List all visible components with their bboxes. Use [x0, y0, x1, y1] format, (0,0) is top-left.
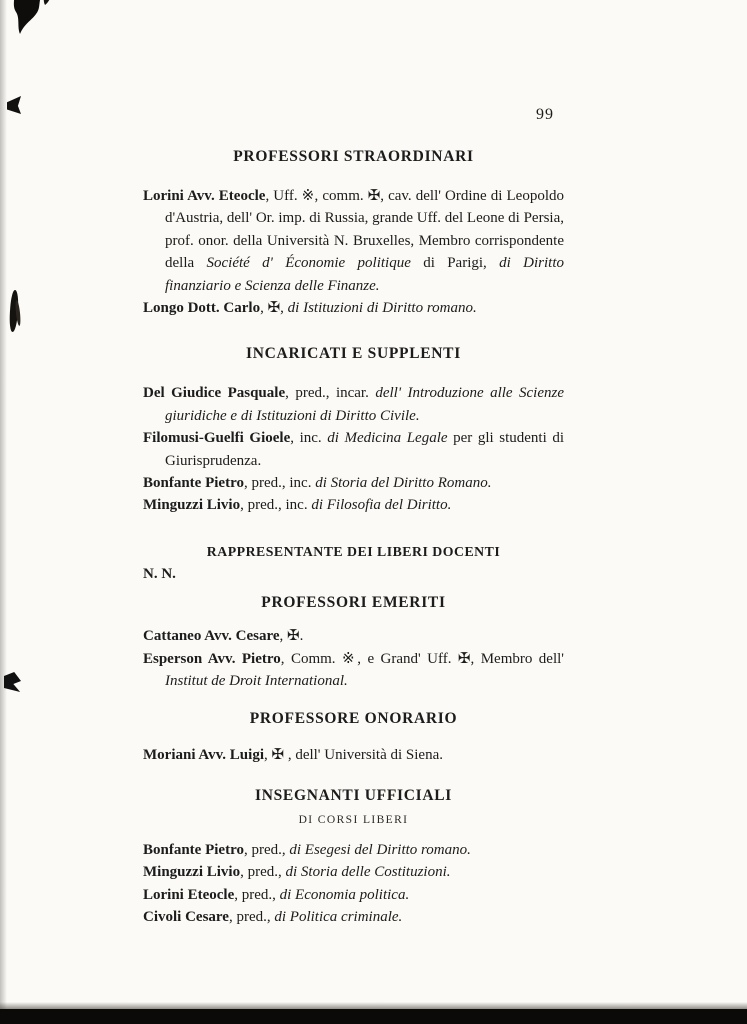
entry-del-giudice: Del Giudice Pasquale, pred., incar. dell' Introduzione alle Scienze giuridiche e di Istituzioni di Diritto Civile. — [143, 385, 565, 424]
section-heading-professore-onorario: PROFESSORE ONORARIO — [249, 709, 458, 727]
entry-minguzzi: Minguzzi Livio, pred., inc. di Filosofia del Diritto. — [143, 497, 452, 514]
scan-margin-mark — [4, 672, 21, 692]
scan-bottom-shadow — [0, 1002, 747, 1009]
entry-bonfante-corsi: Bonfante Pietro, pred., di Esegesi del Diritto romano. — [143, 841, 471, 858]
entry-filomusi-guelfi: Filomusi-Guelfi Gioele, inc. di Medicina Legale per gli studenti di Giurisprudenza. — [143, 430, 565, 469]
entry-longo: Longo Dott. Carlo, ✠, di Istituzioni di Diritto romano. — [143, 300, 477, 317]
entry-esperson: Esperson Avv. Pietro, Comm. ※, e Grand' Uff. ✠, Membro dell' Institut de Droit International. — [143, 650, 564, 690]
section-subheading-corsi-liberi: DI CORSI LIBERI — [298, 813, 409, 826]
page-content — [143, 0, 564, 929]
entry-bonfante: Bonfante Pietro, pred., inc. di Storia del Diritto Romano. — [143, 475, 492, 492]
entry-nn: N. N. — [143, 565, 176, 582]
entry-moriani: Moriani Avv. Luigi, ✠ , dell' Università di Siena. — [143, 746, 443, 763]
entry-cattaneo: Cattaneo Avv. Cesare, ✠. — [143, 628, 304, 645]
section-heading-incaricati-supplenti: INCARICATI E SUPPLENTI — [246, 345, 461, 363]
scan-margin-mark — [7, 96, 21, 114]
scan-bottom-strip — [0, 1009, 747, 1024]
scan-ink-blob — [8, 0, 60, 44]
section-heading-insegnanti-ufficiali: INSEGNANTI UFFICIALI — [254, 786, 453, 804]
page-number: 99 — [536, 106, 554, 123]
section-heading-rappresentante-liberi-docenti: RAPPRESENTANTE DEI LIBERI DOCENTI — [206, 543, 501, 559]
section-heading-professori-straordinari: PROFESSORI STRAORDINARI — [233, 148, 474, 165]
entry-civoli-corsi: Civoli Cesare, pred., di Politica criminale. — [143, 909, 403, 926]
entry-minguzzi-corsi: Minguzzi Livio, pred., di Storia delle Costituzioni. — [143, 864, 451, 881]
entry-lorini: Lorini Avv. Eteocle, Uff. ※, comm. ✠, cav. dell' Ordine di Leopoldo d'Austria, dell' Or. imp. di Russia, grande Uff. del Leone di Persia, prof. onor. della Università N. Bruxelles, Membro corrispondente della Société d' Économie politique di Parigi, di Diritto finanziario e Scienza delle Finanze. — [143, 188, 564, 294]
entry-lorini-corsi: Lorini Eteocle, pred., di Economia politica. — [143, 886, 410, 903]
scan-edge-shadow — [0, 0, 7, 1024]
section-heading-professori-emeriti: PROFESSORI EMERITI — [261, 594, 446, 612]
